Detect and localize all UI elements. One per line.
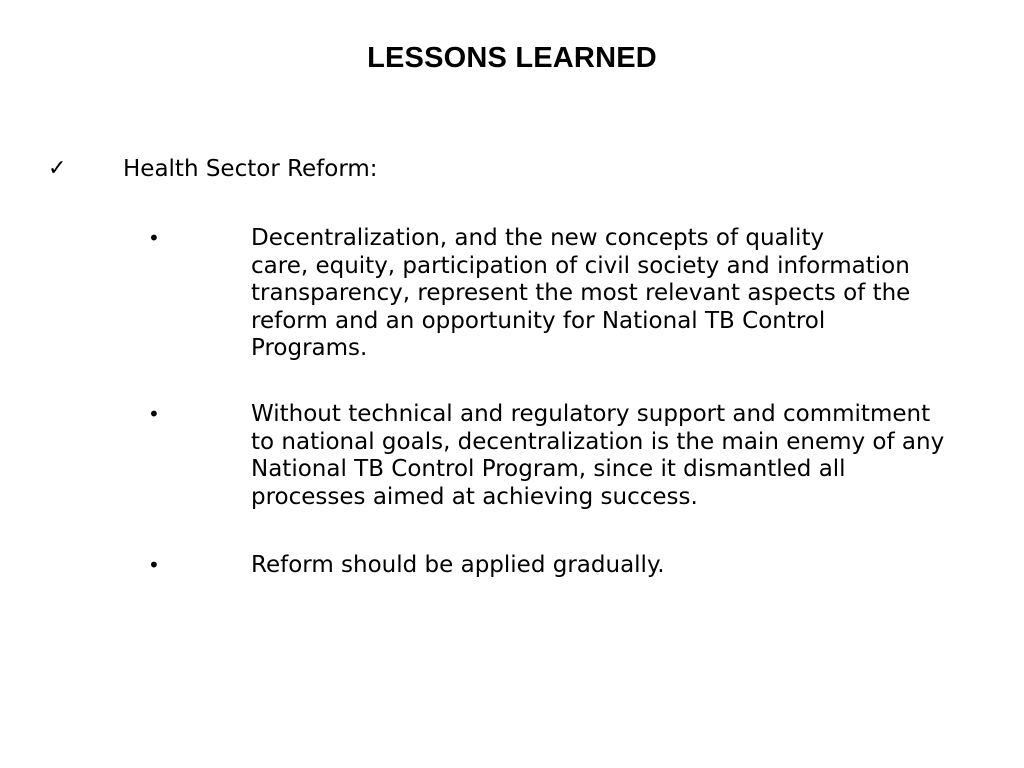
check-item-label: Health Sector Reform: (123, 156, 378, 182)
bullet-dot-icon: • (148, 553, 160, 577)
bullet-text: Without technical and regulatory support and commitment to national goals, decentralization is the main enemy of any National TB Control Program, since it dismantled all processes aimed at achieving success. (251, 401, 945, 510)
bullet-dot-icon: • (148, 402, 160, 426)
slide-title: LESSONS LEARNED (367, 42, 657, 74)
check-mark-icon: ✓ (48, 156, 67, 181)
bullet-dot-icon: • (148, 226, 160, 250)
bullet-text: Decentralization, and the new concepts of quality care, equity, participation of civil society and information transparency, represent the most relevant aspects of the reform and an opportunity for National TB Control Programs. (251, 225, 911, 361)
bullet-text: Reform should be applied gradually. (251, 552, 665, 578)
